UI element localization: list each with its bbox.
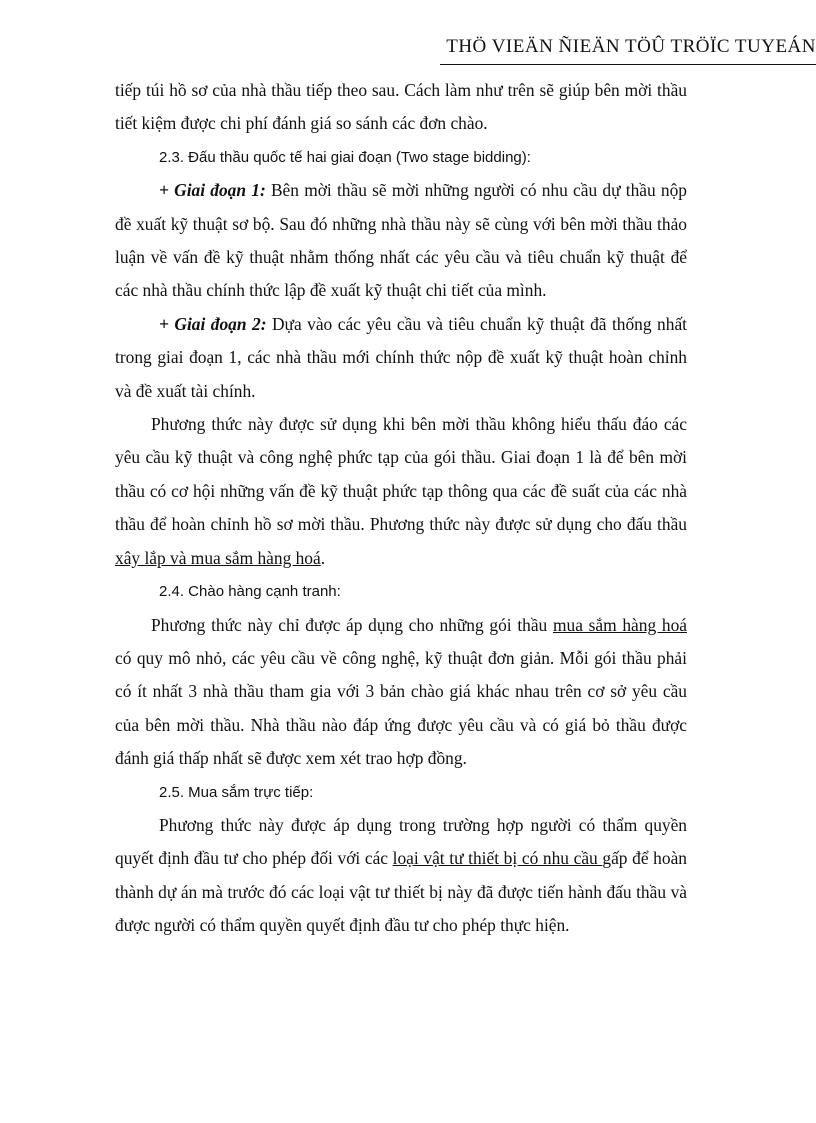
stage-2-label: + Giai đoạn 2: xyxy=(159,313,267,334)
document-body xyxy=(115,74,687,943)
paragraph-stage-2 xyxy=(115,308,687,408)
competitive-offer-text-b: có quy mô nhỏ, các yêu cầu về công nghệ, kỹ thuật đơn giản. Mỗi gói thầu phải có ít nhất 3 nhà thầu tham gia với 3 bản chào giá khác nhau trên cơ sở yêu cầu của bên mời thầu. Nhà thầu nào đáp ứng được yêu cầu và có giá bỏ thầu được đánh giá thấp nhất sẽ được xem xét trao hợp đồng. xyxy=(115,647,687,769)
link-goods-procurement[interactable]: mua sắm hàng hoá xyxy=(552,614,687,635)
stage-1-label: + Giai đoạn 1: xyxy=(159,180,266,201)
paragraph-competitive-offer xyxy=(115,609,687,776)
paragraph-method-usage xyxy=(115,408,687,575)
link-equipment-materials[interactable]: loại vật tư thiết bị có nhu cầu xyxy=(392,848,603,869)
method-usage-text: Phương thức này được sử dụng khi bên mời thầu không hiểu thấu đáo các yêu cầu kỹ thuật và công nghệ phức tạp của gói thầu. Giai đoạn 1 là để bên mời thầu có cơ hội những vấn đề kỹ thuật phức tạp thông qua các đề suất của các nhà thầu để hoàn chỉnh hồ sơ mời thầu. Phương thức này được sử dụng cho đấu thầu xyxy=(115,414,687,535)
direct-procurement-text-b: gấp để hoàn thành dự án mà trước đó các loại vật tư thiết bị này đã được tiến hành đấu thầu và được người có thẩm quyền quyết định đầu tư cho phép thực hiện. xyxy=(115,848,687,936)
stage-1-text: Bên mời thầu sẽ mời những người có nhu cầu dự thầu nộp đề xuất kỹ thuật sơ bộ. Sau đó những nhà thầu này sẽ cùng với bên mời thầu thảo luận về vấn đề kỹ thuật nhằm thống nhất các yêu cầu và tiêu chuẩn kỹ thuật để các nhà thầu chính thức lập đề xuất kỹ thuật chi tiết của mình. xyxy=(115,180,687,301)
method-usage-end: . xyxy=(320,547,326,568)
stage-2-text: Dựa vào các yêu cầu và tiêu chuẩn kỹ thuật đã thống nhất trong giai đoạn 1, các nhà thầu mới chính thức nộp đề xuất kỹ thuật hoàn chỉnh và đề xuất tài chính. xyxy=(115,313,687,401)
direct-procurement-text-a: Phương thức này được áp dụng trong trường hợp người có thẩm quyền quyết định đầu tư cho phép đối với các xyxy=(115,814,687,869)
competitive-offer-text-a: Phương thức này chỉ được áp dụng cho những gói thầu xyxy=(151,614,553,635)
section-heading-2-4: 2.4. Chào hàng cạnh tranh: xyxy=(159,583,341,601)
section-heading-2-5: 2.5. Mua sắm trực tiếp: xyxy=(159,783,314,801)
paragraph-continuation: tiếp túi hồ sơ của nhà thầu tiếp theo sau. Cách làm như trên sẽ giúp bên mời thầu tiết kiệm được chi phí đánh giá so sánh các đơn chào. xyxy=(115,80,687,134)
section-heading-2-3: 2.3. Đấu thầu quốc tế hai giai đoạn (Two stage bidding): xyxy=(159,148,531,166)
link-construction-procurement[interactable]: xây lắp và mua sắm hàng hoá xyxy=(115,547,321,568)
header-rule xyxy=(440,64,816,65)
page-header-title: THÖ VIEÄN ÑIEÄN TÖÛ TRÖÏC TUYEÁN xyxy=(446,36,816,57)
paragraph-direct-procurement xyxy=(115,809,687,943)
paragraph-stage-1 xyxy=(115,174,687,308)
